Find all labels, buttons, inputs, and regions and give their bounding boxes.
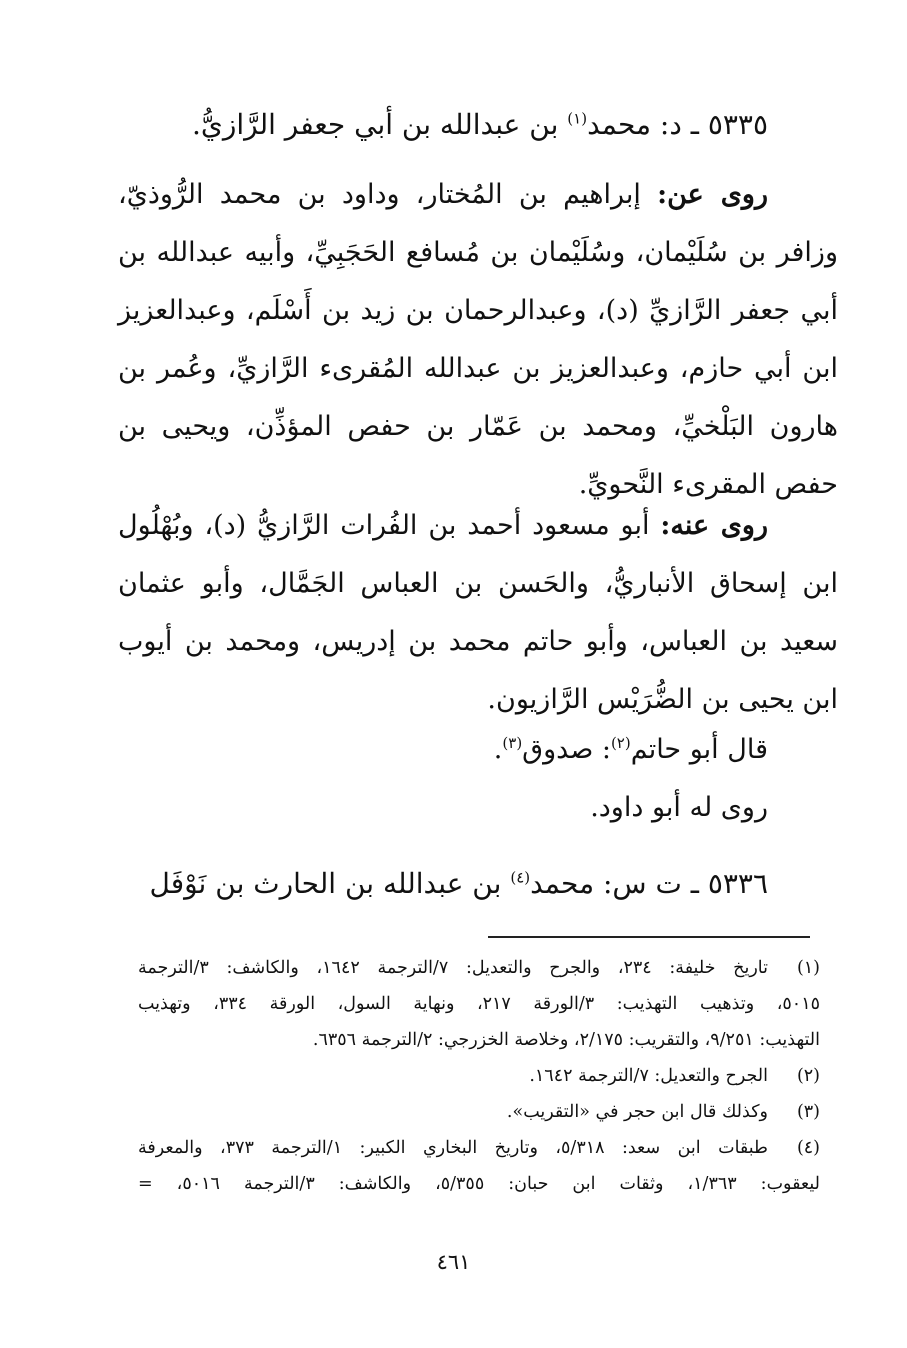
text-line bbox=[118, 166, 838, 224]
text-line: وزافر بن سُلَيْمان، وسُلَيْمان بن مُسافع الحَجَبِيِّ، وأبيه عبدالله بن bbox=[118, 237, 838, 268]
text-line: حفص المقرىء النَّحويِّ. bbox=[578, 469, 838, 500]
footnote-text: ليعقوب: ١/٣٦٣، وثقات ابن حبان: ٥/٣٥٥، والكاشف: ٣/الترجمة ٥٠١٦، = bbox=[138, 1174, 820, 1194]
footnote-number: (٤) bbox=[796, 1138, 820, 1158]
footnote-ref-2[interactable]: (٢) bbox=[610, 734, 631, 752]
narrated-from-section bbox=[118, 166, 838, 514]
footnote-4-cont bbox=[138, 1166, 820, 1202]
text-line: سعيد بن العباس، وأبو حاتم محمد بن إدريس، ومحمد بن أيوب bbox=[118, 626, 838, 657]
footnotes bbox=[138, 950, 820, 1202]
footnote-1-cont bbox=[138, 1022, 820, 1058]
text-line: ابن أبي حازم، وعبدالعزيز بن عبدالله المُقرىء الرَّازيِّ، وعُمر بن bbox=[118, 353, 838, 384]
abu-hatim-text: قال أبو حاتم bbox=[630, 734, 768, 765]
footnote-number: (٣) bbox=[796, 1102, 820, 1122]
footnote-text: طبقات ابن سعد: ٥/٣١٨، وتاريخ البخاري الكبير: ١/الترجمة ٣٧٣، والمعرفة bbox=[138, 1138, 768, 1158]
footnote-text: تاريخ خليفة: ٢٣٤، والجرح والتعديل: ٧/الترجمة ١٦٤٢، والكاشف: ٣/الترجمة bbox=[138, 958, 768, 978]
entry-heading-tail: بن عبدالله بن أبي جعفر الرَّازيُّ. bbox=[192, 108, 559, 141]
footnote-4 bbox=[138, 1130, 820, 1166]
footnote-text: وكذلك قال ابن حجر في «التقريب». bbox=[506, 1102, 768, 1122]
footnote-2 bbox=[138, 1058, 820, 1094]
entry-5335-heading bbox=[118, 96, 838, 154]
entry-5336-heading bbox=[118, 855, 838, 913]
line-text: إبراهيم بن المُختار، وداود بن محمد الرُّوذيّ، bbox=[118, 179, 641, 210]
footnote-ref-1[interactable]: (١) bbox=[567, 109, 588, 128]
narrated-by-section bbox=[118, 497, 838, 837]
sentence-end: . bbox=[493, 734, 503, 765]
footnote-divider bbox=[488, 936, 810, 938]
footnote-number: (٢) bbox=[796, 1066, 820, 1086]
entry-5335 bbox=[118, 96, 838, 154]
sadooq-text: : صدوق bbox=[522, 734, 611, 765]
footnote-ref-3[interactable]: (٣) bbox=[502, 734, 523, 752]
entry-5336 bbox=[118, 855, 838, 913]
narrated-from-label: روى عن: bbox=[657, 179, 768, 210]
footnote-text: التهذيب: ٩/٢٥١، والتقريب: ٢/١٧٥، وخلاصة الخزرجي: ٢/الترجمة ٦٣٥٦. bbox=[312, 1030, 820, 1050]
text-line: ابن إسحاق الأنباريُّ، والحَسن بن العباس الجَمَّال، وأبو عثمان bbox=[118, 568, 838, 599]
narrated-by-label: روى عنه: bbox=[660, 510, 768, 541]
entry-heading-text: ٥٣٣٥ ـ د: محمد bbox=[587, 108, 768, 141]
abu-hatim-line bbox=[118, 721, 838, 779]
footnote-text: الجرح والتعديل: ٧/الترجمة ١٦٤٢. bbox=[529, 1066, 768, 1086]
page-number: ٤٦١ bbox=[436, 1250, 471, 1274]
entry-heading-text: ٥٣٣٦ ـ ت س: محمد bbox=[530, 867, 768, 900]
footnote-ref-4[interactable]: (٤) bbox=[510, 868, 531, 887]
footnote-number: (١) bbox=[796, 958, 820, 978]
text-line: أبي جعفر الرَّازيِّ (د)، وعبدالرحمان بن زيد بن أَسْلَم، وعبدالعزيز bbox=[118, 295, 838, 326]
text-line: ابن يحيى بن الضُّرَيْس الرَّازيون. bbox=[487, 684, 838, 715]
footnote-3 bbox=[138, 1094, 820, 1130]
text-line bbox=[118, 497, 838, 555]
narrated-for-line: روى له أبو داود. bbox=[590, 792, 768, 823]
footnote-1-cont bbox=[138, 986, 820, 1022]
entry-heading-tail: بن عبدالله بن الحارث بن نَوْفَل bbox=[149, 867, 502, 900]
line-text: أبو مسعود أحمد بن الفُرات الرَّازيُّ (د)، وبُهْلُول bbox=[118, 510, 650, 541]
footnote-text: ٥٠١٥، وتذهيب التهذيب: ٣/الورقة ٢١٧، ونهاية السول، الورقة ٣٣٤، وتهذيب bbox=[138, 994, 820, 1014]
text-line: هارون البَلْخيِّ، ومحمد بن عَمّار بن حفص المؤذِّن، ويحيى بن bbox=[118, 411, 838, 442]
footnote-1 bbox=[138, 950, 820, 986]
